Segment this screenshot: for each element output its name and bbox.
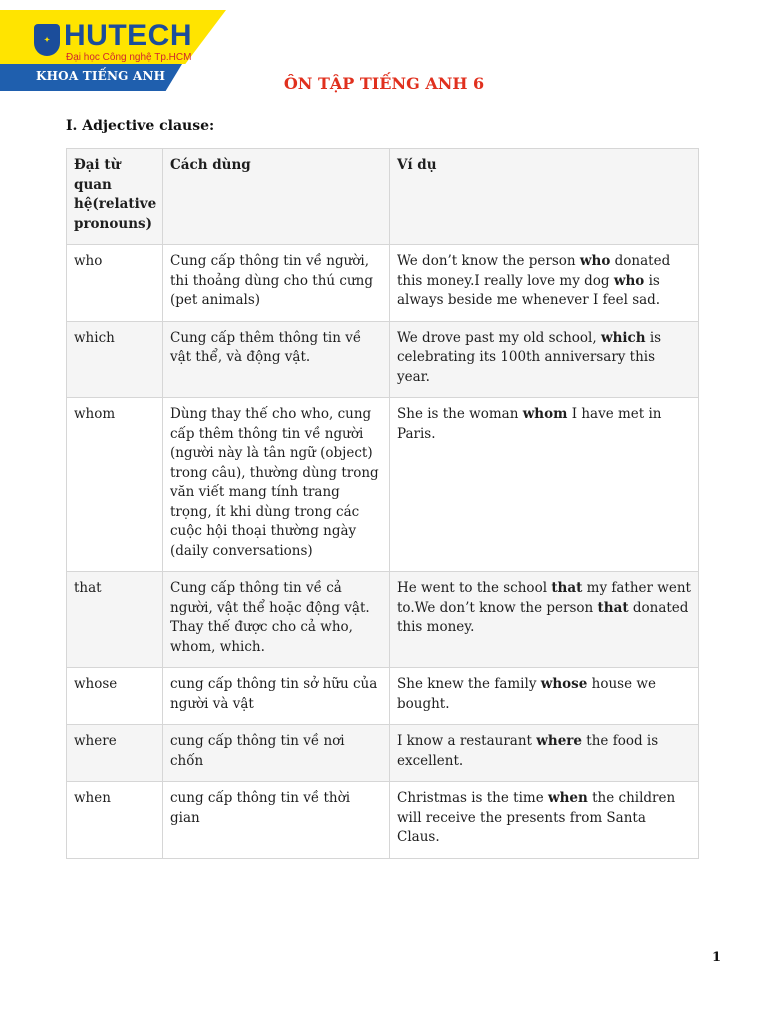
table-row xyxy=(67,245,699,322)
table-row xyxy=(67,321,699,398)
hutech-logo xyxy=(34,19,234,64)
logo-subtitle: Đại học Công nghệ Tp.HCM xyxy=(66,52,192,63)
section-heading: I. Adjective clause: xyxy=(66,118,215,134)
usage-cell: Cung cấp thông tin về người, thi thoảng dùng cho thú cưng (pet animals) xyxy=(163,245,390,322)
header-example: Ví dụ xyxy=(390,149,699,245)
pronoun-cell: whose xyxy=(67,668,163,725)
page-number: 1 xyxy=(712,950,722,965)
shield-icon: ✦ xyxy=(34,24,60,56)
table-row xyxy=(67,782,699,859)
pronoun-cell: who xyxy=(67,245,163,322)
example-cell: We drove past my old school, which is celebrating its 100th anniversary this year. xyxy=(390,321,699,398)
usage-cell: Cung cấp thêm thông tin về vật thể, và động vật. xyxy=(163,321,390,398)
pronoun-cell: when xyxy=(67,782,163,859)
page-title: ÔN TẬP TIẾNG ANH 6 xyxy=(283,74,485,93)
example-cell: She knew the family whose house we bought. xyxy=(390,668,699,725)
usage-cell: cung cấp thông tin về nơi chốn xyxy=(163,725,390,782)
usage-cell: cung cấp thông tin sở hữu của người và vật xyxy=(163,668,390,725)
header-usage: Cách dùng xyxy=(163,149,390,245)
pronoun-cell: which xyxy=(67,321,163,398)
table-row xyxy=(67,668,699,725)
usage-cell: Cung cấp thông tin về cả người, vật thể hoặc động vật. Thay thế được cho cả who, whom, which. xyxy=(163,572,390,668)
usage-cell: Dùng thay thế cho who, cung cấp thêm thông tin về người (người này là tân ngữ (object) trong câu), thường dùng trong văn viết mang tính trang trọng, ít khi dùng trong các cuộc hội thoại thường ngày (daily conversations) xyxy=(163,398,390,572)
header-pronoun: Đại từ quan hệ(relative pronouns) xyxy=(67,149,163,245)
logo-text: HUTECH xyxy=(64,19,192,52)
example-cell: I know a restaurant where the food is excellent. xyxy=(390,725,699,782)
example-cell: We don’t know the person who donated this money.I really love my dog who is always beside me whenever I feel sad. xyxy=(390,245,699,322)
table-header-row xyxy=(67,149,699,245)
table-row xyxy=(67,725,699,782)
pronoun-cell: where xyxy=(67,725,163,782)
relative-pronouns-table xyxy=(66,148,699,859)
pronoun-cell: that xyxy=(67,572,163,668)
example-cell: Christmas is the time when the children will receive the presents from Santa Claus. xyxy=(390,782,699,859)
usage-cell: cung cấp thông tin về thời gian xyxy=(163,782,390,859)
faculty-label: KHOA TIẾNG ANH xyxy=(36,69,166,83)
example-cell: He went to the school that my father went to.We don’t know the person that donated this money. xyxy=(390,572,699,668)
table-row xyxy=(67,398,699,572)
example-cell: She is the woman whom I have met in Paris. xyxy=(390,398,699,572)
pronoun-cell: whom xyxy=(67,398,163,572)
table-row xyxy=(67,572,699,668)
